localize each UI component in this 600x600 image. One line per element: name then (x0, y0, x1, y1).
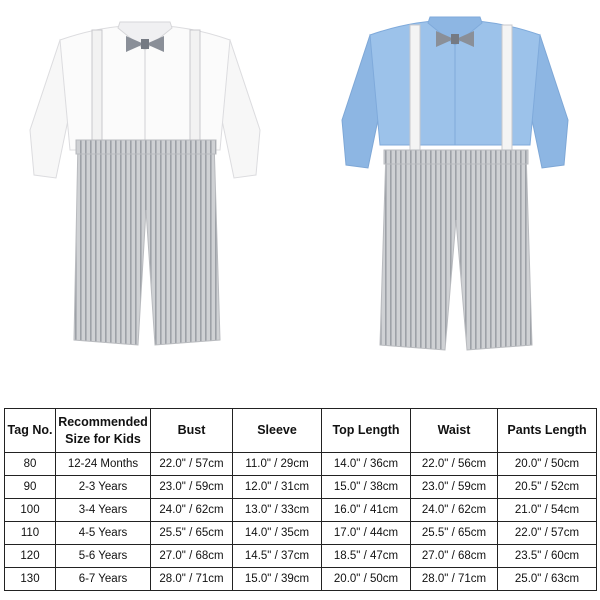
header-recommended-size (56, 409, 151, 453)
cell-sleeve: 11.0" / 29cm (233, 453, 322, 476)
cell-tag-no: 120 (5, 545, 56, 568)
table-row (5, 453, 597, 476)
cell-tag-no: 130 (5, 568, 56, 591)
cell-recommended-size: 12-24 Months (56, 453, 151, 476)
cell-bust: 22.0" / 57cm (151, 453, 233, 476)
cell-recommended-size: 4-5 Years (56, 522, 151, 545)
header-bust: Bust (151, 409, 233, 453)
cell-tag-no: 110 (5, 522, 56, 545)
cell-pants-length: 25.0" / 63cm (498, 568, 597, 591)
table-row (5, 476, 597, 499)
cell-sleeve: 12.0" / 31cm (233, 476, 322, 499)
table-row (5, 522, 597, 545)
size-table (4, 408, 597, 591)
cell-top-length: 17.0" / 44cm (322, 522, 411, 545)
cell-waist: 22.0" / 56cm (411, 453, 498, 476)
header-waist: Waist (411, 409, 498, 453)
header-recommended-line1: Recommended (58, 414, 148, 429)
cell-bust: 24.0" / 62cm (151, 499, 233, 522)
cell-bust: 27.0" / 68cm (151, 545, 233, 568)
white-shirt-outfit-image (20, 0, 270, 370)
cell-top-length: 15.0" / 38cm (322, 476, 411, 499)
cell-top-length: 16.0" / 41cm (322, 499, 411, 522)
blue-shirt-outfit-image (330, 0, 580, 370)
cell-recommended-size: 6-7 Years (56, 568, 151, 591)
header-tag-no: Tag No. (5, 409, 56, 453)
cell-pants-length: 22.0" / 57cm (498, 522, 597, 545)
header-pants-length: Pants Length (498, 409, 597, 453)
cell-pants-length: 23.5" / 60cm (498, 545, 597, 568)
table-header-row (5, 409, 597, 453)
cell-recommended-size: 2-3 Years (56, 476, 151, 499)
cell-bust: 25.5" / 65cm (151, 522, 233, 545)
cell-pants-length: 20.5" / 52cm (498, 476, 597, 499)
cell-waist: 25.5" / 65cm (411, 522, 498, 545)
cell-top-length: 14.0" / 36cm (322, 453, 411, 476)
cell-tag-no: 90 (5, 476, 56, 499)
cell-waist: 24.0" / 62cm (411, 499, 498, 522)
cell-top-length: 18.5" / 47cm (322, 545, 411, 568)
cell-tag-no: 80 (5, 453, 56, 476)
cell-recommended-size: 3-4 Years (56, 499, 151, 522)
cell-tag-no: 100 (5, 499, 56, 522)
cell-waist: 28.0" / 71cm (411, 568, 498, 591)
cell-recommended-size: 5-6 Years (56, 545, 151, 568)
cell-pants-length: 20.0" / 50cm (498, 453, 597, 476)
cell-bust: 23.0" / 59cm (151, 476, 233, 499)
table-row (5, 545, 597, 568)
cell-waist: 27.0" / 68cm (411, 545, 498, 568)
table-row (5, 568, 597, 591)
cell-sleeve: 14.5" / 37cm (233, 545, 322, 568)
header-recommended-line2: Size for Kids (65, 431, 141, 446)
cell-bust: 28.0" / 71cm (151, 568, 233, 591)
size-chart (4, 408, 596, 591)
header-sleeve: Sleeve (233, 409, 322, 453)
header-top-length: Top Length (322, 409, 411, 453)
cell-sleeve: 15.0" / 39cm (233, 568, 322, 591)
cell-sleeve: 14.0" / 35cm (233, 522, 322, 545)
cell-sleeve: 13.0" / 33cm (233, 499, 322, 522)
cell-pants-length: 21.0" / 54cm (498, 499, 597, 522)
cell-top-length: 20.0" / 50cm (322, 568, 411, 591)
cell-waist: 23.0" / 59cm (411, 476, 498, 499)
table-row (5, 499, 597, 522)
